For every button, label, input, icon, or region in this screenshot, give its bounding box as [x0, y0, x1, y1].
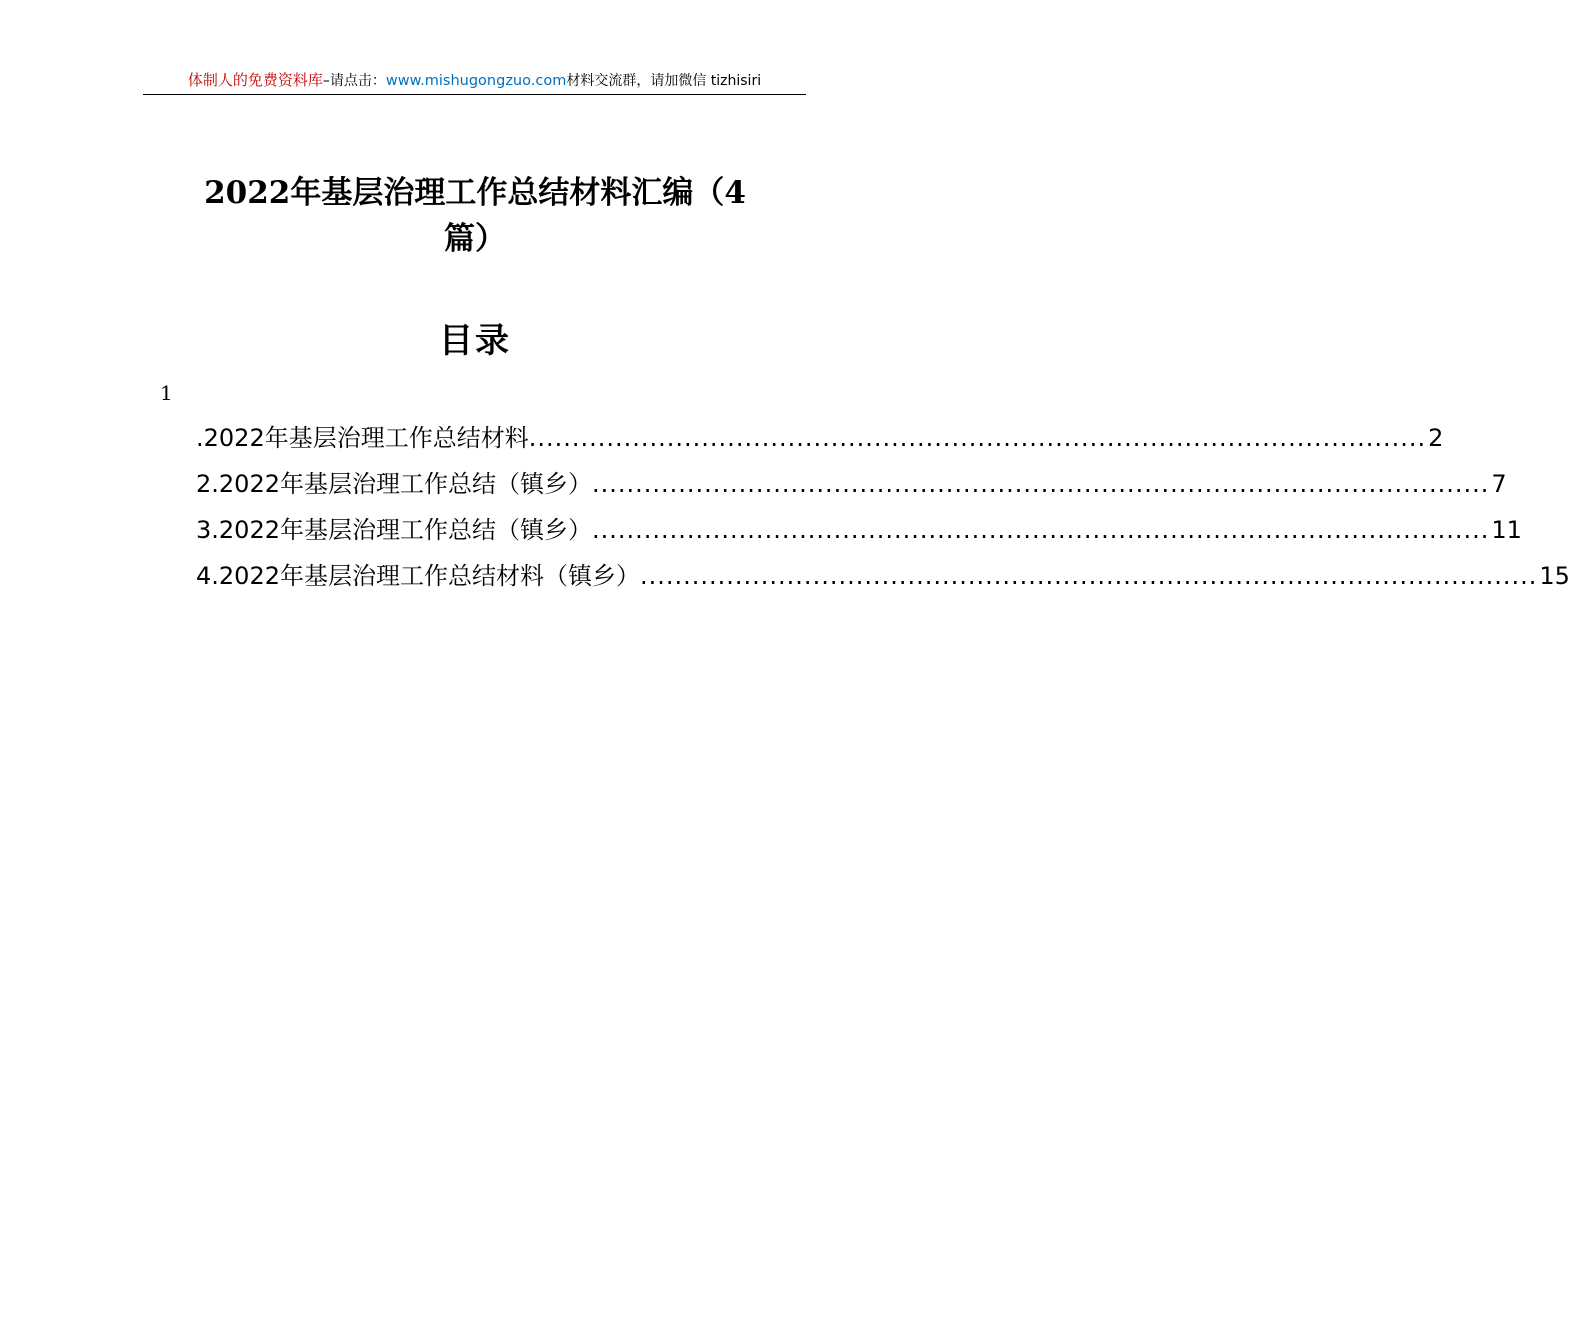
toc-entry[interactable] — [196, 418, 1444, 464]
toc-entry-page: 7 — [1491, 470, 1507, 498]
toc-heading: 目录 — [439, 321, 511, 361]
toc-dot-leader: ........................................................................................................ — [528, 424, 1427, 452]
toc-entry[interactable] — [196, 556, 1570, 602]
toc-entry-title: .2022年基层治理工作总结材料 — [196, 424, 529, 452]
toc-entry-page: 11 — [1491, 516, 1522, 544]
header-wechat-note: 材料交流群，请加微信 tizhisiri — [566, 73, 762, 89]
toc-dot-leader: ........................................................................................................ — [639, 562, 1538, 590]
toc-entry[interactable] — [196, 510, 1522, 556]
document-title-line-1: 2022年基层治理工作总结材料汇编（4 — [204, 175, 746, 211]
header-url-link[interactable]: www.mishugongzuo.com — [385, 73, 567, 89]
toc-entry-page: 15 — [1539, 562, 1570, 590]
toc-entry-title: 4.2022年基层治理工作总结材料（镇乡） — [196, 562, 640, 590]
page-header — [143, 66, 806, 95]
toc-entry-page: 2 — [1428, 424, 1444, 452]
toc-entry[interactable] — [196, 464, 1507, 510]
toc-dot-leader: ........................................................................................................ — [591, 516, 1490, 544]
document-title — [175, 170, 775, 262]
toc-entry-title: 2.2022年基层治理工作总结（镇乡） — [196, 470, 592, 498]
header-site-name: 体制人的免费资料库 — [187, 71, 323, 89]
toc-entry-title: 3.2022年基层治理工作总结（镇乡） — [196, 516, 592, 544]
header-click-prompt: –请点击： — [322, 73, 386, 89]
document-title-line-2: 篇） — [444, 221, 506, 257]
toc-dot-leader: ........................................................................................................ — [591, 470, 1490, 498]
stray-list-number: 1 — [160, 381, 173, 405]
table-of-contents — [196, 418, 1570, 602]
